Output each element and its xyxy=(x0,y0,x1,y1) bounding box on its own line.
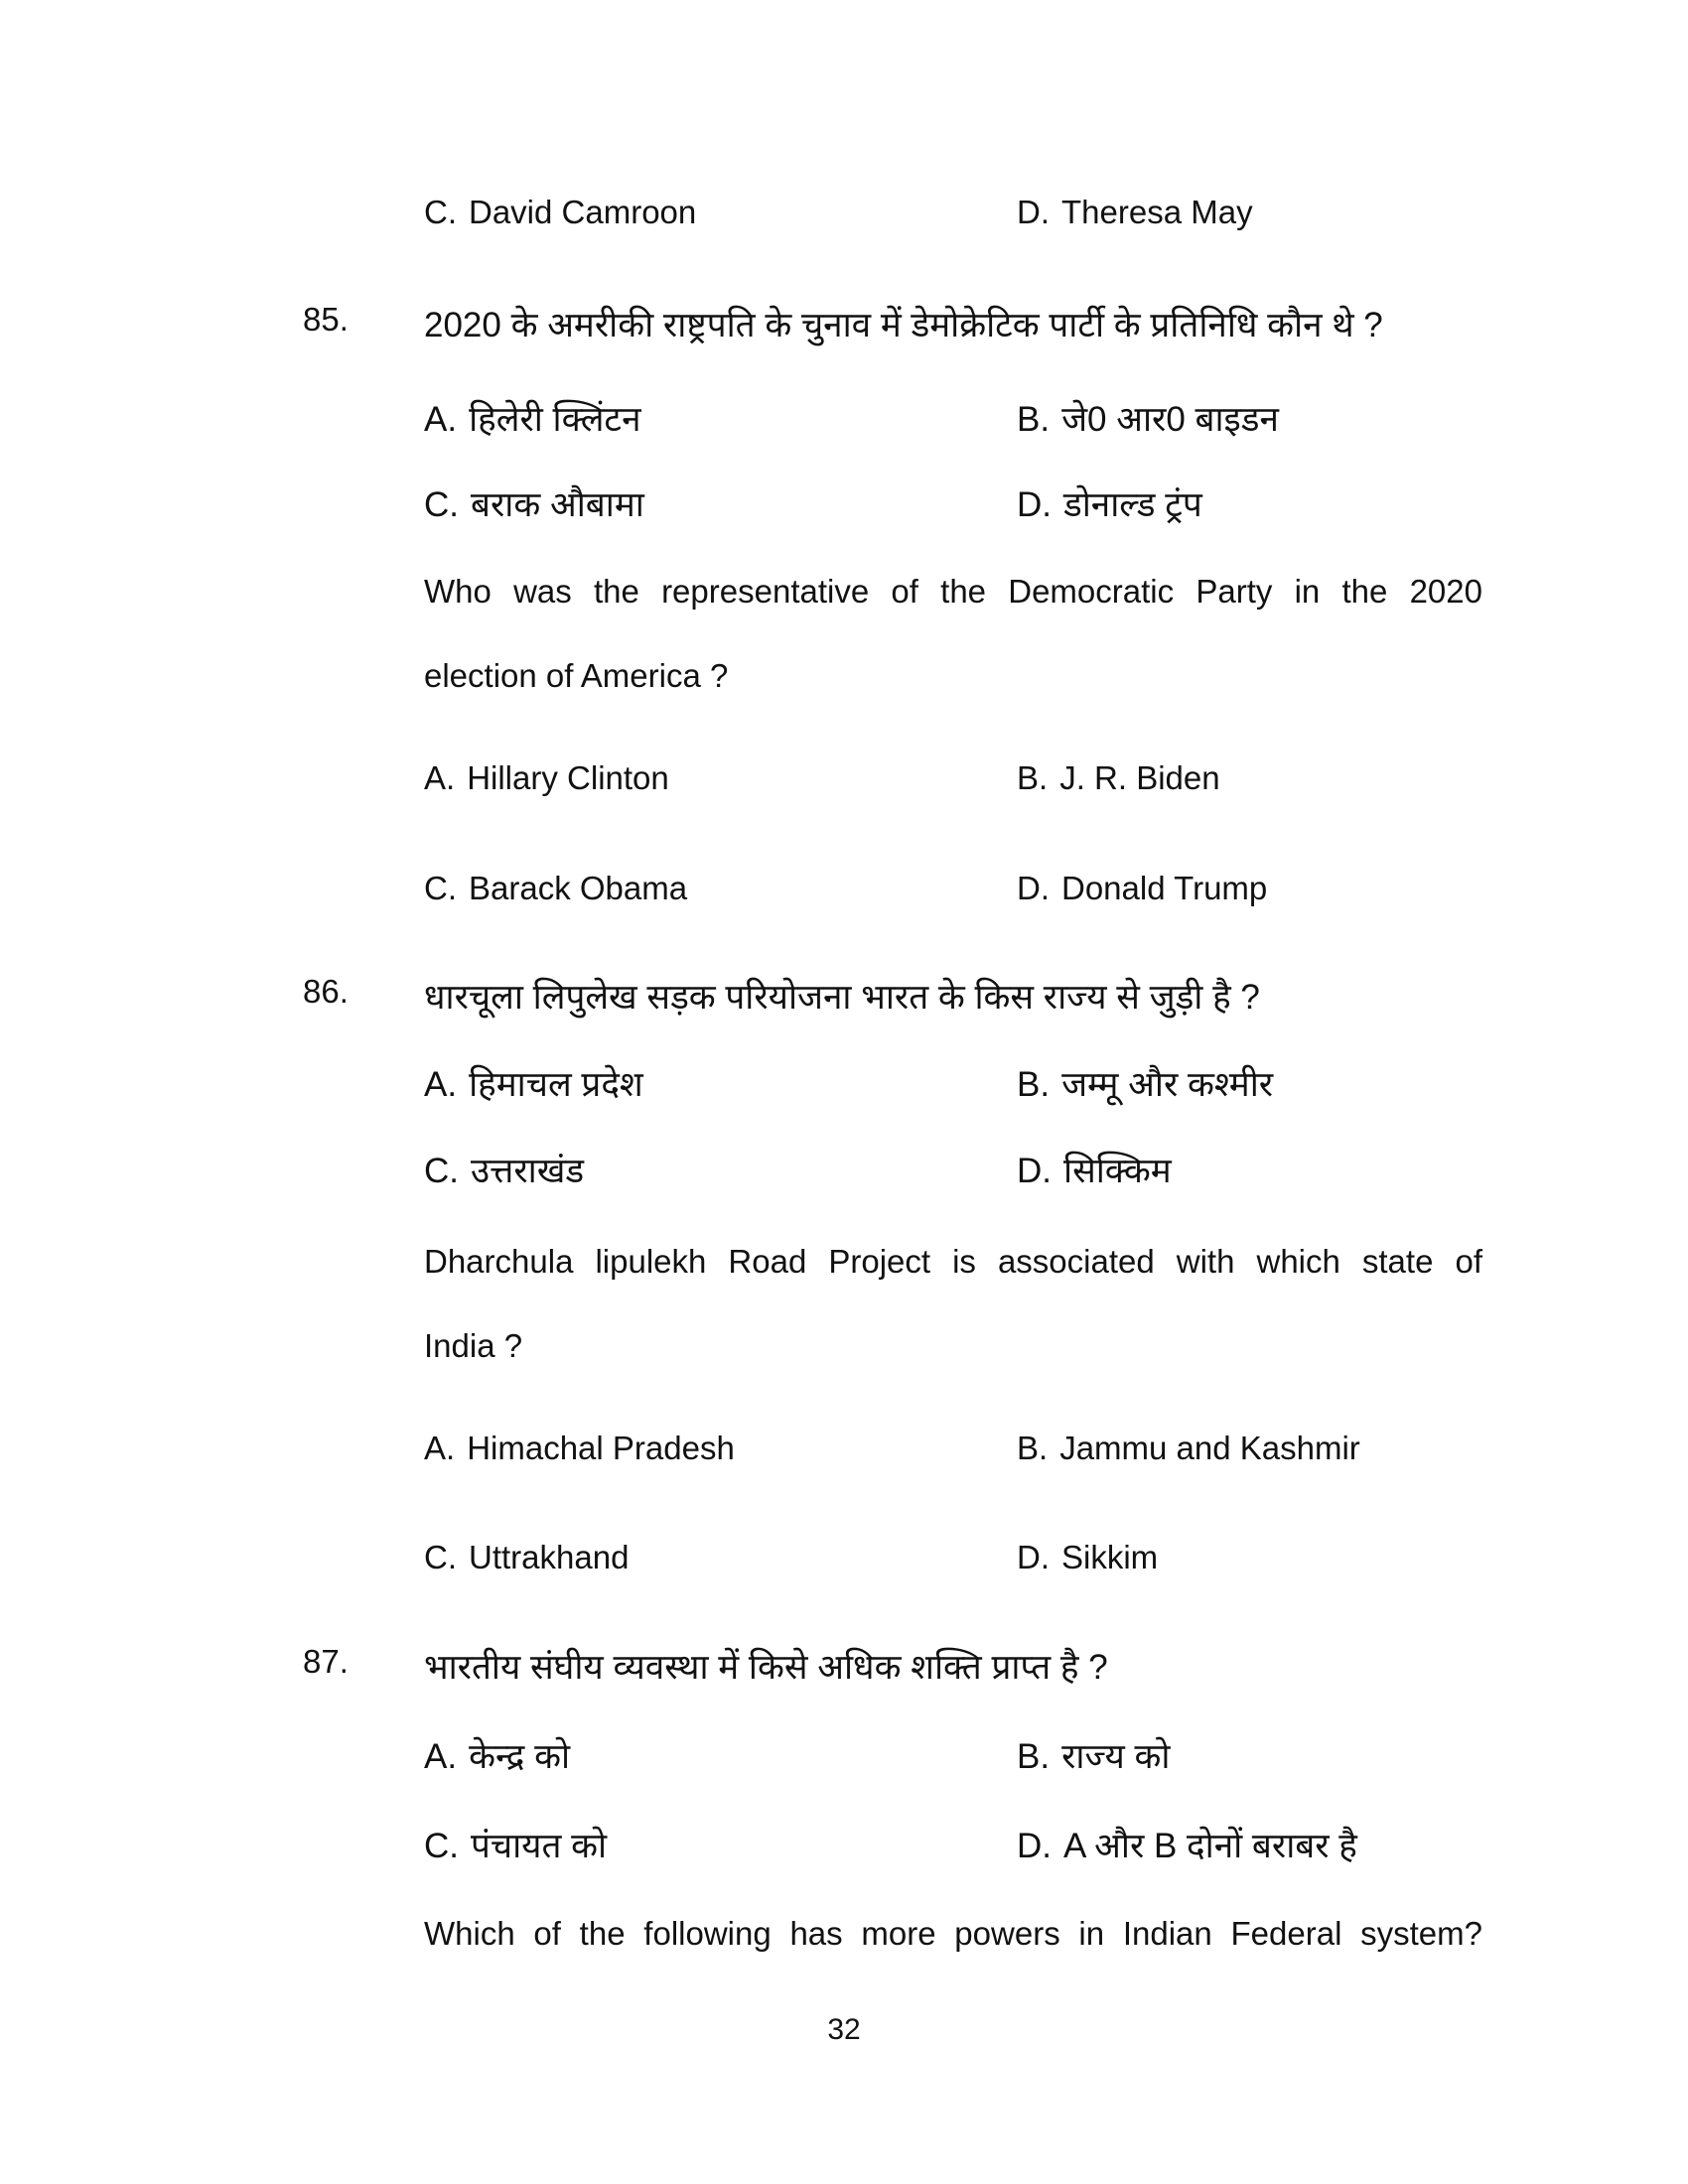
option-letter: A. xyxy=(424,1065,458,1104)
option-text: हिलेरी क्लिंटन xyxy=(469,400,641,439)
option-letter: C. xyxy=(424,1152,459,1190)
q85-hindi-option-d xyxy=(1017,480,1202,527)
q85-english-text xyxy=(424,549,1482,718)
q85-hindi-option-a xyxy=(424,395,641,442)
option-text: जे0 आर0 बाइडन xyxy=(1061,400,1279,439)
prev-option-c xyxy=(424,194,696,231)
option-text: J. R. Biden xyxy=(1059,759,1220,796)
option-letter: B. xyxy=(1017,1737,1051,1776)
option-text: Donald Trump xyxy=(1061,870,1268,906)
q86-hindi-option-c xyxy=(424,1147,584,1193)
option-text: बराक औबामा xyxy=(471,485,644,524)
q85-english-option-b xyxy=(1017,759,1220,797)
option-letter: D. xyxy=(1017,1152,1052,1190)
option-letter: D. xyxy=(1017,1827,1052,1865)
option-letter: C. xyxy=(424,1539,457,1575)
q86-english-option-a xyxy=(424,1430,735,1467)
option-text: Barack Obama xyxy=(469,870,688,906)
q87-hindi-option-a xyxy=(424,1732,570,1779)
option-text: Uttrakhand xyxy=(469,1539,630,1575)
option-text: जम्मू और कश्मीर xyxy=(1061,1065,1274,1104)
option-letter: D. xyxy=(1017,1539,1050,1575)
q85-english-option-c xyxy=(424,870,687,907)
q86-english-text xyxy=(424,1219,1482,1388)
q86-english-option-d xyxy=(1017,1539,1158,1576)
option-letter: C. xyxy=(424,485,459,524)
q86-english-line1: Dharchula lipulekh Road Project is associated with which state of xyxy=(424,1243,1482,1280)
q86-english-option-b xyxy=(1017,1430,1360,1467)
q85-hindi-text: 2020 के अमरीकी राष्ट्रपति के चुनाव में डेमोक्रेटिक पार्टी के प्रतिनिधि कौन थे ? xyxy=(424,306,1383,344)
option-text: डोनाल्ड ट्रंप xyxy=(1063,485,1202,524)
option-text: Hillary Clinton xyxy=(467,759,669,796)
q87-number: 87. xyxy=(303,1643,349,1680)
option-letter: D. xyxy=(1017,870,1050,906)
option-text: A और B दोनों बराबर है xyxy=(1063,1827,1357,1865)
option-letter: C. xyxy=(424,1827,459,1865)
option-letter: A. xyxy=(424,759,456,796)
option-text: Jammu and Kashmir xyxy=(1059,1430,1360,1466)
page-number: 32 xyxy=(827,2013,861,2046)
q85-number: 85. xyxy=(303,301,349,338)
option-letter: A. xyxy=(424,1430,456,1466)
q86-hindi-option-d xyxy=(1017,1147,1172,1193)
q85-hindi-option-c xyxy=(424,480,644,527)
option-letter: B. xyxy=(1017,400,1051,439)
option-text: राज्य को xyxy=(1061,1737,1171,1776)
option-letter: A. xyxy=(424,400,458,439)
option-letter: D. xyxy=(1017,194,1050,230)
q86-english-option-c xyxy=(424,1539,629,1576)
q87-english-line1: Which of the following has more powers in Indian Federal system? xyxy=(424,1915,1482,1952)
option-letter: B. xyxy=(1017,1430,1049,1466)
q85-hindi-option-b xyxy=(1017,395,1279,442)
option-text: Theresa May xyxy=(1061,194,1253,230)
q85-english-option-a xyxy=(424,759,669,797)
option-letter: D. xyxy=(1017,485,1052,524)
option-text: उत्तराखंड xyxy=(471,1152,585,1190)
q85-english-line2: election of America ? xyxy=(424,657,729,694)
q86-english-line2: India ? xyxy=(424,1327,523,1364)
q86-hindi-text: धारचूला लिपुलेख सड़क परियोजना भारत के किस राज्य से जुड़ी है ? xyxy=(424,978,1260,1017)
option-text: केन्द्र को xyxy=(469,1737,571,1776)
option-letter: B. xyxy=(1017,759,1049,796)
option-text: पंचायत को xyxy=(471,1827,608,1865)
q87-hindi-option-d xyxy=(1017,1822,1357,1868)
q86-number: 86. xyxy=(303,973,349,1010)
option-letter: C. xyxy=(424,194,457,230)
q87-hindi-option-c xyxy=(424,1822,607,1868)
option-letter: B. xyxy=(1017,1065,1051,1104)
q87-hindi-text: भारतीय संघीय व्यवस्था में किसे अधिक शक्ति प्राप्त है ? xyxy=(424,1648,1108,1687)
q86-hindi-option-b xyxy=(1017,1060,1273,1107)
prev-option-d xyxy=(1017,194,1253,231)
option-text: David Camroon xyxy=(469,194,697,230)
option-text: Himachal Pradesh xyxy=(467,1430,735,1466)
q86-hindi-option-a xyxy=(424,1060,643,1107)
option-text: सिक्किम xyxy=(1063,1152,1172,1190)
option-text: Sikkim xyxy=(1061,1539,1159,1575)
q85-english-line1: Who was the representative of the Democratic Party in the 2020 xyxy=(424,573,1482,610)
q85-english-option-d xyxy=(1017,870,1267,907)
option-letter: C. xyxy=(424,870,457,906)
option-text: हिमाचल प्रदेश xyxy=(469,1065,643,1104)
q87-hindi-option-b xyxy=(1017,1732,1170,1779)
option-letter: A. xyxy=(424,1737,458,1776)
q87-english-text xyxy=(424,1891,1482,1976)
